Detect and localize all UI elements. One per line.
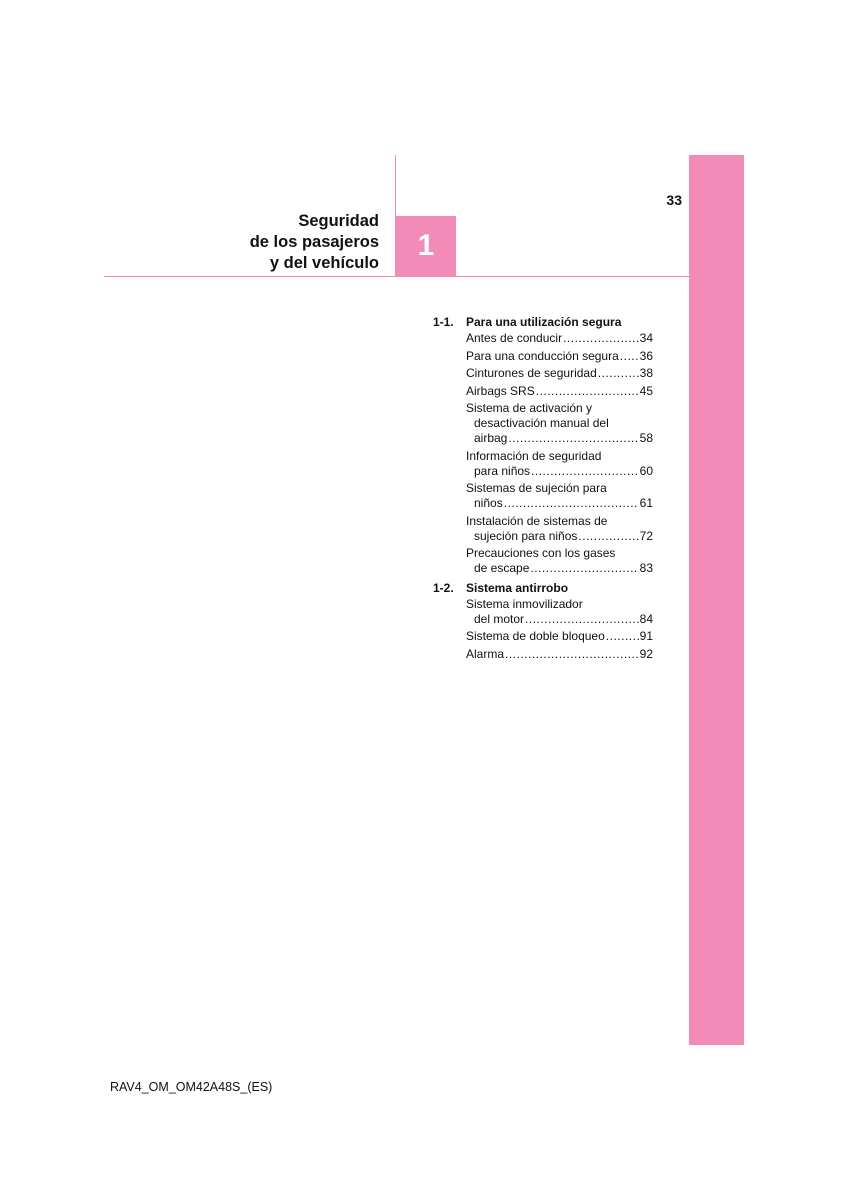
toc-entry-text: niños — [474, 496, 503, 510]
toc-entry[interactable] — [466, 449, 653, 479]
toc-page-number: 36 — [639, 348, 653, 363]
toc-entry-text: airbag — [474, 431, 508, 445]
toc-entry[interactable] — [466, 481, 653, 511]
toc-entry-row — [466, 629, 653, 644]
toc-page-number: 83 — [639, 561, 653, 575]
toc-entry-text: de escape — [474, 561, 530, 575]
table-of-contents — [433, 313, 653, 664]
leader-dots — [536, 384, 639, 399]
toc-entry-row — [466, 496, 653, 511]
toc-entry[interactable] — [466, 366, 653, 381]
toc-group-title[interactable]: Para una utilización segura — [466, 315, 622, 329]
toc-group-number: 1-1. — [433, 315, 454, 329]
leader-dots — [530, 561, 638, 576]
section-title-line: Seguridad — [298, 212, 379, 230]
leader-dots — [525, 612, 639, 627]
toc-entry-row — [466, 647, 653, 662]
chapter-number-badge: 1 — [396, 216, 456, 276]
toc-entry-text: Antes de conducir — [466, 331, 563, 345]
toc-entry-text: Sistemas de sujeción para — [466, 481, 607, 495]
toc-group-header — [433, 313, 653, 331]
toc-page-number: 72 — [639, 528, 653, 543]
toc-entry-text: Precauciones con los gases — [466, 546, 616, 560]
toc-entry-row — [466, 561, 653, 576]
page-number: 33 — [666, 192, 682, 208]
leader-dots — [508, 431, 638, 446]
toc-entry-text: Cinturones de seguridad — [466, 366, 597, 380]
toc-entry-text: Instalación de sistemas de — [466, 513, 608, 528]
toc-entry-row — [466, 384, 653, 399]
toc-entry[interactable] — [466, 597, 653, 627]
toc-group-title[interactable]: Sistema antirrobo — [466, 580, 569, 595]
leader-dots — [620, 349, 639, 364]
toc-entry-text: para niños — [474, 463, 531, 478]
leader-dots — [598, 366, 639, 381]
toc-entry-row — [466, 612, 653, 627]
section-title — [150, 211, 379, 274]
toc-entry-row — [466, 349, 653, 364]
toc-entry-text: Airbags SRS — [466, 383, 535, 398]
toc-entry[interactable] — [466, 349, 653, 364]
toc-entry[interactable] — [466, 546, 653, 576]
toc-entry-row — [466, 431, 653, 446]
toc-entry-text: Sistema de activación y — [466, 401, 593, 415]
toc-entry[interactable] — [466, 401, 653, 446]
toc-entry[interactable] — [466, 384, 653, 399]
toc-entry-text: desactivación manual del — [474, 416, 609, 430]
leader-dots — [578, 529, 638, 544]
section-title-line: de los pasajeros — [249, 233, 379, 251]
toc-entry[interactable] — [466, 514, 653, 544]
toc-entry-text: del motor — [474, 611, 525, 626]
toc-group — [433, 313, 653, 576]
toc-page-number: 61 — [639, 496, 653, 510]
toc-page-number: 34 — [639, 331, 653, 345]
toc-page-number: 60 — [639, 463, 653, 478]
toc-page-number: 45 — [639, 383, 653, 398]
toc-entry-row — [466, 331, 653, 346]
toc-entry-row — [466, 366, 653, 381]
toc-group-number: 1-2. — [433, 580, 454, 595]
section-title-line: y del vehículo — [269, 254, 379, 272]
toc-page-number: 84 — [639, 611, 653, 626]
toc-page-number: 91 — [639, 629, 653, 643]
toc-entry-text: Para una conducción segura — [466, 348, 619, 363]
leader-dots — [531, 464, 639, 479]
leader-dots — [504, 496, 639, 511]
toc-group — [433, 579, 653, 662]
leader-dots — [563, 331, 639, 346]
toc-page-number: 92 — [639, 646, 653, 661]
leader-dots — [606, 629, 639, 644]
toc-entry-row — [466, 464, 653, 479]
divider-horizontal — [104, 276, 690, 277]
toc-group-header — [433, 579, 653, 597]
leader-dots — [505, 647, 639, 662]
toc-entry[interactable] — [466, 629, 653, 644]
toc-entry[interactable] — [466, 331, 653, 346]
toc-entry-text: Sistema inmovilizador — [466, 596, 583, 611]
document-code-footer: RAV4_OM_OM42A48S_(ES) — [110, 1080, 273, 1094]
toc-entry-text: sujeción para niños — [474, 528, 578, 543]
toc-page-number: 58 — [639, 431, 653, 445]
toc-page-number: 38 — [639, 366, 653, 380]
toc-entry-row — [466, 529, 653, 544]
toc-entry-text: Información de seguridad — [466, 448, 602, 463]
toc-entry[interactable] — [466, 647, 653, 662]
toc-entry-text: Alarma — [466, 646, 505, 661]
toc-entry-text: Sistema de doble bloqueo — [466, 629, 605, 643]
side-color-tab — [689, 155, 744, 1045]
